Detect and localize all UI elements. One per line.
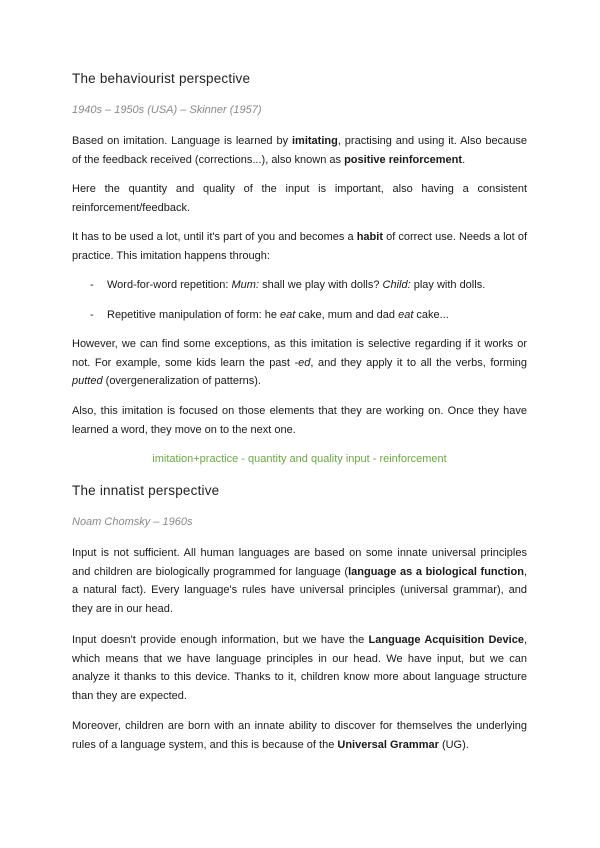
innatist-heading: The innatist perspective bbox=[72, 483, 220, 498]
innatist-paragraph-2: Input doesn't provide enough information, but we have the Language Acquisition Device, which means that we have language principles in our head. We have input, but we can analyze it thanks to this device. Thanks to it, children know more about language structure than they are expected. bbox=[72, 634, 527, 702]
innatist-subheading: Noam Chomsky – 1960s bbox=[72, 516, 193, 528]
behaviourist-summary: imitation+practice - quantity and quality input - reinforcement bbox=[152, 453, 447, 465]
behaviourist-paragraph-4: However, we can find some exceptions, as this imitation is selective regarding if it works or not. For example, some kids learn the past -ed, and they apply it to all the verbs, forming putted (overgeneralization of patterns). bbox=[72, 338, 528, 387]
behaviourist-paragraph-2: Here the quantity and quality of the input is important, also having a consistent reinforcement/feedback. bbox=[72, 183, 527, 214]
behaviourist-subheading: 1940s – 1950s (USA) – Skinner (1957) bbox=[72, 104, 262, 116]
list-item: - Repetitive manipulation of form: he eat cake, mum and dad eat cake... bbox=[72, 306, 527, 325]
innatist-paragraph-3: Moreover, children are born with an innate ability to discover for themselves the underlying rules of a language system, and this is because of the Universal Grammar (UG). bbox=[72, 720, 527, 751]
imitation-methods-list bbox=[72, 276, 527, 295]
bullet-dash: - bbox=[90, 279, 94, 291]
bullet-dash: - bbox=[90, 309, 94, 321]
behaviourist-paragraph-5: Also, this imitation is focused on those elements that they are working on. Once they have learned a word, they move on to the next one. bbox=[72, 405, 527, 436]
list-item: - Word-for-word repetition: Mum: shall we play with dolls? Child: play with dolls. bbox=[72, 276, 527, 295]
innatist-paragraph-1: Input is not sufficient. All human languages are based on some innate universal principles and children are biologically programmed for language (language as a biological function, a natural fact). Every language's rules have universal principles (universal grammar), and they are in our head. bbox=[72, 547, 527, 615]
behaviourist-heading: The behaviourist perspective bbox=[72, 71, 251, 86]
imitation-methods-list-2 bbox=[72, 306, 527, 325]
behaviourist-paragraph-1: Based on imitation. Language is learned by imitating, practising and using it. Also because of the feedback received (corrections...), also known as positive reinforcement. bbox=[72, 135, 527, 166]
behaviourist-paragraph-3: It has to be used a lot, until it's part of you and becomes a habit of correct use. Needs a lot of practice. This imitation happens through: bbox=[72, 231, 527, 262]
